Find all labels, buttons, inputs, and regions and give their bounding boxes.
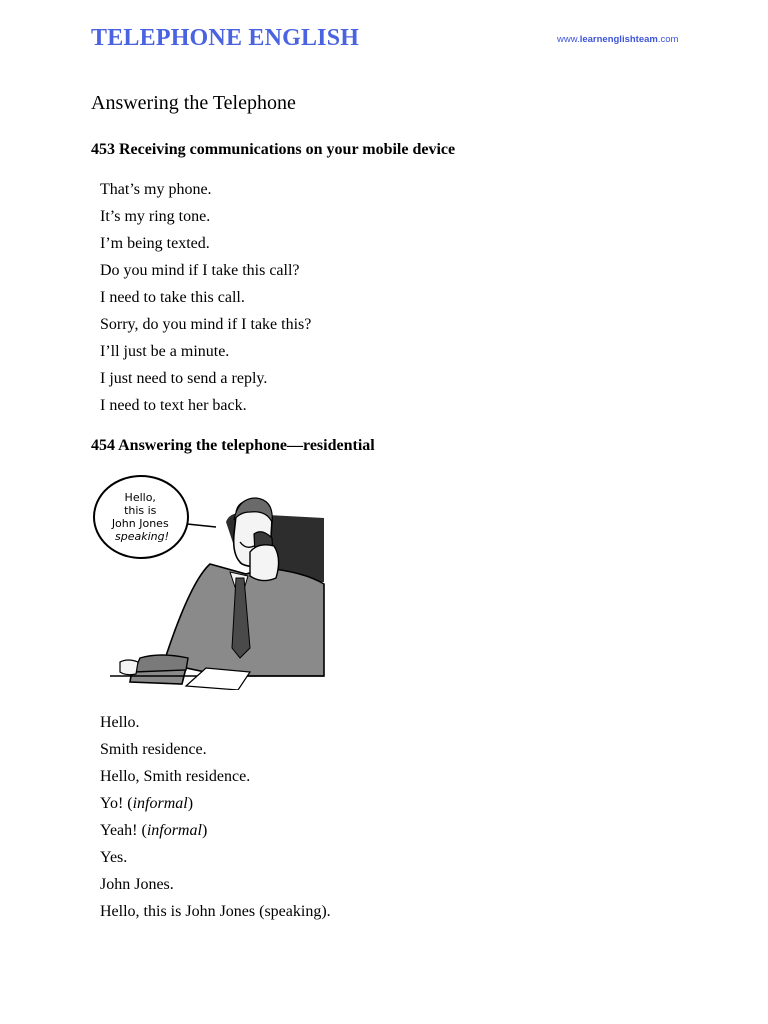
phrase-line: That’s my phone. xyxy=(100,181,212,198)
phrase-line xyxy=(100,790,331,817)
phrase-line: Hello, Smith residence. xyxy=(100,768,251,785)
speech-bubble-line: John Jones xyxy=(111,517,169,530)
speech-bubble-line: Hello, xyxy=(124,491,156,504)
phrase-text: Yo! ( xyxy=(100,795,133,812)
phrase-line xyxy=(100,817,331,844)
phrase-line: I need to take this call. xyxy=(100,289,245,306)
register-note: informal xyxy=(146,822,202,839)
url-prefix: www. xyxy=(557,34,580,45)
phrase-line: I just need to send a reply. xyxy=(100,370,268,387)
url-domain: learnenglishteam xyxy=(579,34,658,45)
speech-bubble-line: speaking! xyxy=(114,530,170,543)
phrase-line: I’m being texted. xyxy=(100,235,210,252)
paper-sheet xyxy=(186,668,250,690)
phrase-line: Do you mind if I take this call? xyxy=(100,262,300,279)
url-suffix: .com xyxy=(657,34,679,45)
website-link[interactable] xyxy=(557,34,678,45)
section-454-phrase-list xyxy=(100,709,331,925)
phrase-line: Yes. xyxy=(100,849,128,866)
phrase-text-end: ) xyxy=(187,795,194,812)
phrase-line: Smith residence. xyxy=(100,741,207,758)
document-header-title: TELEPHONE ENGLISH xyxy=(91,25,360,51)
phrase-line: It’s my ring tone. xyxy=(100,208,211,225)
section-454-heading: 454 Answering the telephone—residential xyxy=(91,437,375,454)
register-note: informal xyxy=(132,795,188,812)
phrase-text-end: ) xyxy=(201,822,208,839)
section-453-heading: 453 Receiving communications on your mobile device xyxy=(91,141,456,158)
phrase-line: Hello. xyxy=(100,714,140,731)
phrase-line: John Jones. xyxy=(100,876,174,893)
page-title: Answering the Telephone xyxy=(91,92,296,114)
phrase-text: Yeah! ( xyxy=(100,822,147,839)
phrase-line: I need to text her back. xyxy=(100,397,247,414)
phrase-line: Hello, this is John Jones (speaking). xyxy=(100,903,331,920)
phrase-line: I’ll just be a minute. xyxy=(100,343,230,360)
speech-bubble-line: this is xyxy=(124,504,157,517)
businessman-on-phone-illustration xyxy=(90,472,326,690)
section-453-phrase-list xyxy=(100,176,311,419)
phrase-line: Sorry, do you mind if I take this? xyxy=(100,316,312,333)
